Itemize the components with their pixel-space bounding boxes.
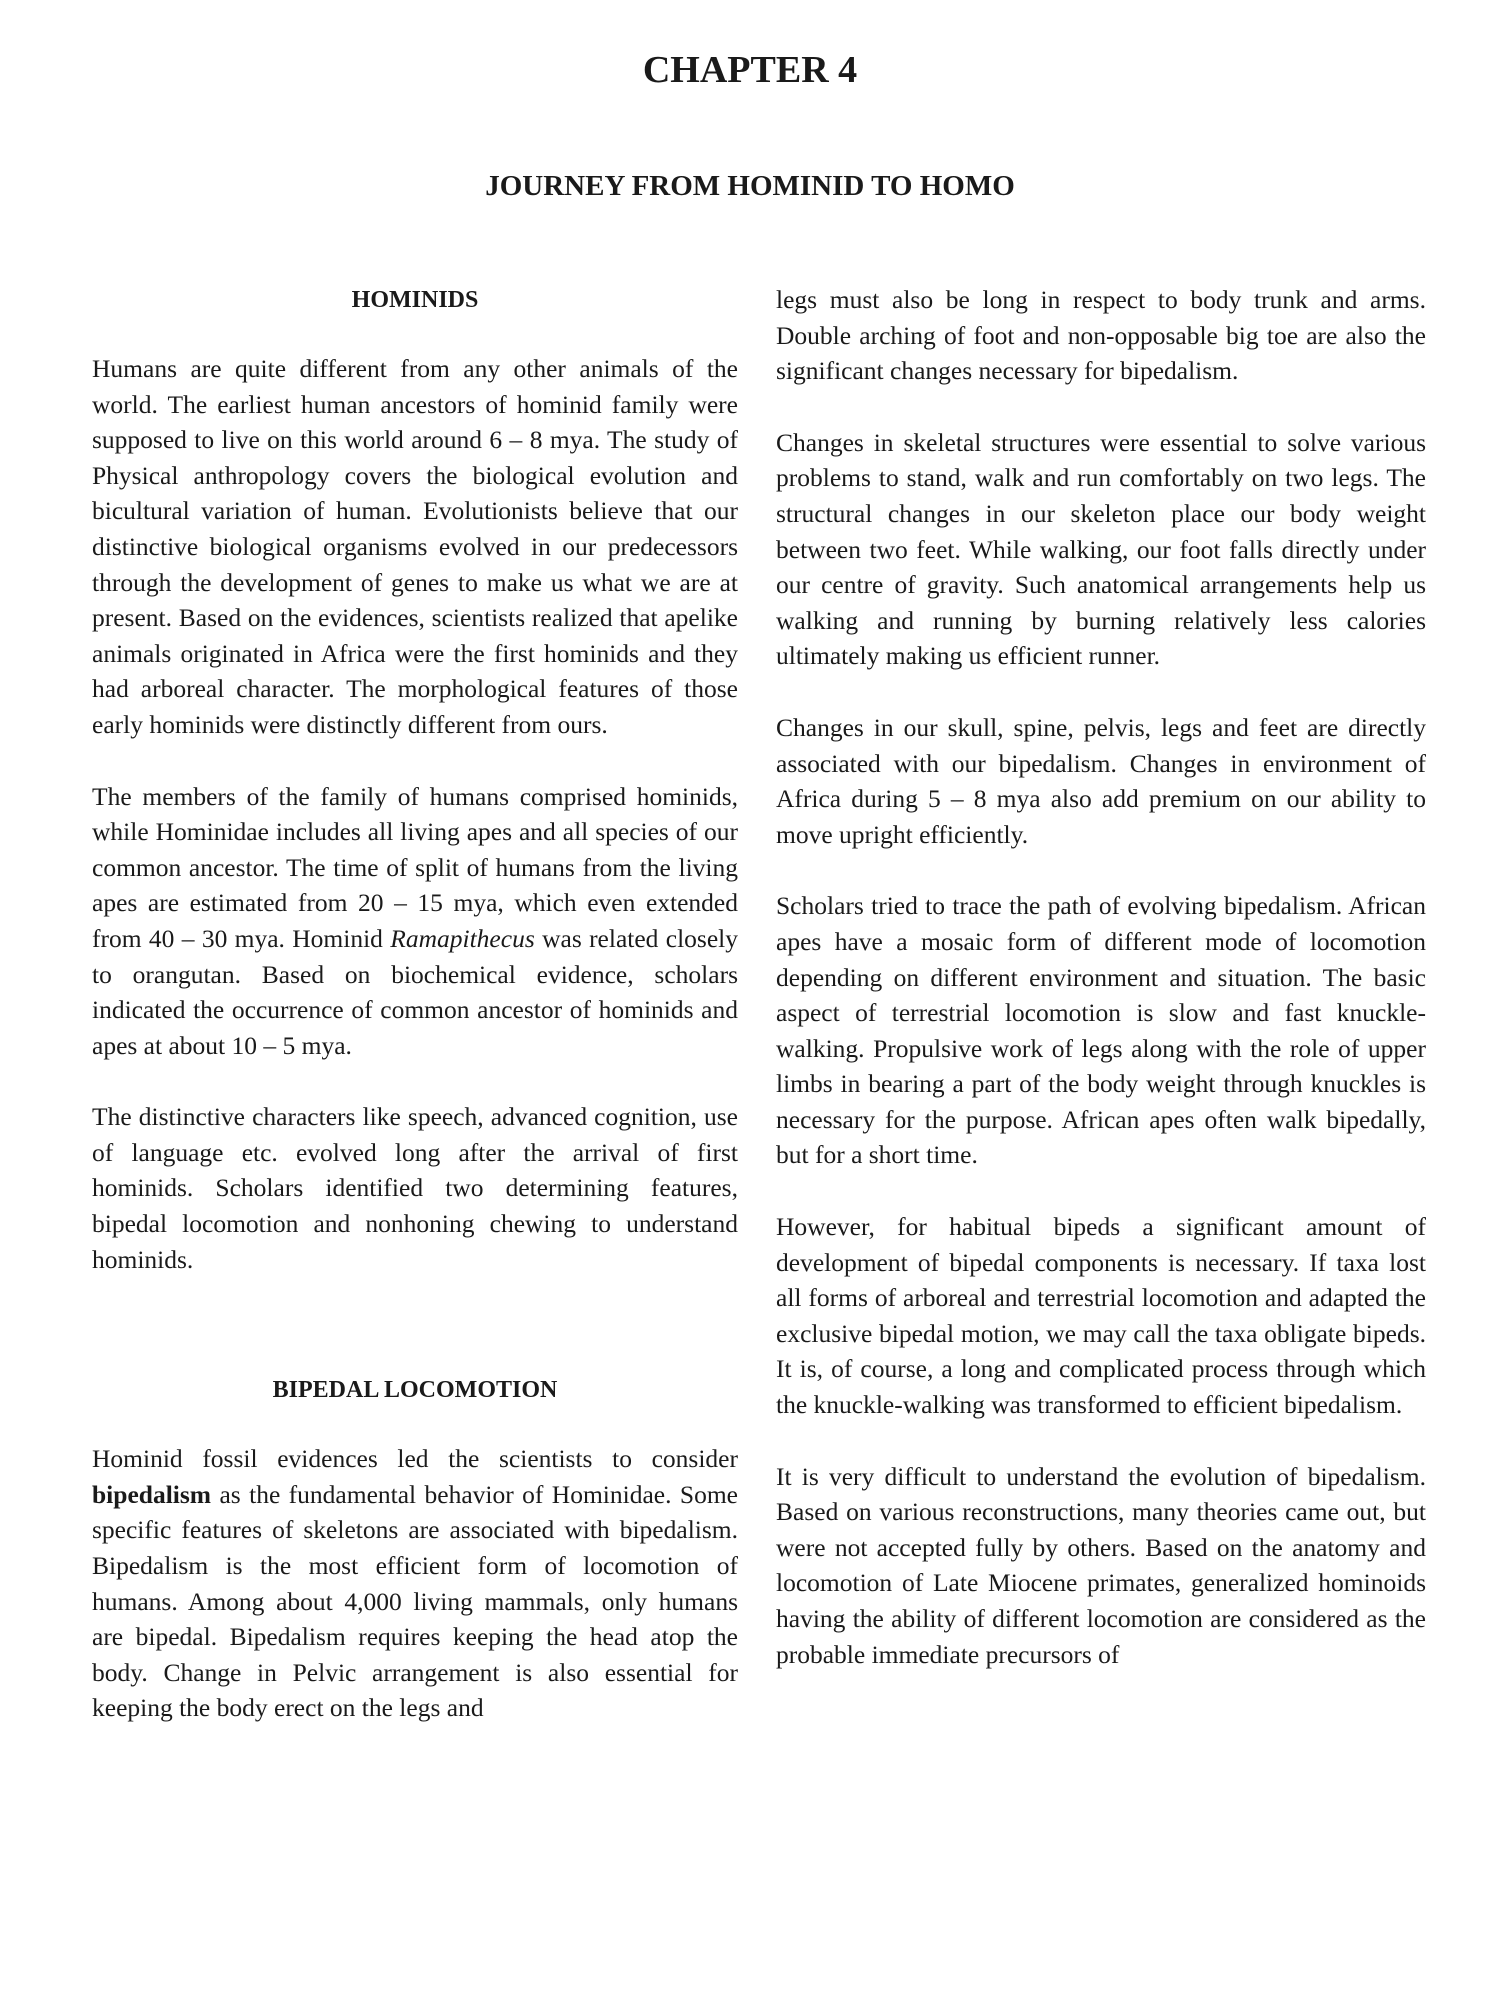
paragraph xyxy=(92,779,738,1064)
paragraph xyxy=(92,1441,738,1726)
genus-name-italic: Ramapithecus xyxy=(390,923,535,953)
left-column xyxy=(92,285,738,1726)
paragraph-text: was related closely to orangutan. Based on biochemical evidence, scholars indicated the occurrence of common ancestor of hominids and apes at about 10 – 5 mya. xyxy=(92,923,738,1060)
paragraph: Changes in skeletal structures were essential to solve various problems to stand, walk and run comfortably on two legs. The structural changes in our skeleton place our body weight between two feet. While walking, our foot falls directly under our centre of gravity. Such anatomical arrangements help us walking and running by burning relatively less calories ultimately making us efficient runner. xyxy=(776,427,1426,671)
paragraph: Scholars tried to trace the path of evolving bipedalism. African apes have a mosaic form of different mode of locomotion depending on different environment and situation. The basic aspect of terrestrial locomotion is slow and fast knuckle-walking. Propulsive work of legs along with the role of upper limbs in bearing a part of the body weight through knuckles is necessary for the purpose. African apes often walk bipedally, but for a short time. xyxy=(776,891,1426,1170)
paragraph: Humans are quite different from any other animals of the world. The earliest human ancestors of hominid family were supposed to live on this world around 6 – 8 mya. The study of Physical anthropology covers the biological evolution and bicultural variation of human. Evolutionists believe that our distinctive biological organisms evolved in our predecessors through the development of genes to make us what we are at present. Based on the evidences, scientists realized that apelike animals originated in Africa were the first hominids and they had arboreal character. The morphological features of those early hominids were distinctly different from ours. xyxy=(92,354,738,739)
paragraph-text: as the fundamental behavior of Hominidae. Some specific features of skeletons are associated with bipedalism. Bipedalism is the most efficient form of locomotion of humans. Among about 4,000 living mammals, only humans are bipedal. Bipedalism requires keeping the head atop the body. Change in Pelvic arrangement is also essential for keeping the body erect on the legs and xyxy=(92,1479,738,1723)
paragraph: The distinctive characters like speech, advanced cognition, use of language etc. evolved long after the arrival of first hominids. Scholars identified two determining features, bipedal locomotion and nonhoning chewing to understand hominids. xyxy=(92,1102,738,1274)
paragraph: However, for habitual bipeds a significant amount of development of bipedal components is necessary. If taxa lost all forms of arboreal and terrestrial locomotion and adapted the exclusive bipedal motion, we may call the taxa obligate bipeds. It is, of course, a long and complicated process through which the knuckle-walking was transformed to efficient bipedalism. xyxy=(776,1212,1426,1420)
paragraph-text: The members of the family of humans comprised hominids, while Hominidae includes all living apes and all species of our common ancestor. The time of split of humans from the living apes are estimated from 20 – 15 mya, which even extended from 40 – 30 mya. Hominid xyxy=(92,781,738,953)
section-spacer xyxy=(92,1277,738,1375)
section-heading-hominids: HOMINIDS xyxy=(351,287,479,313)
section-heading-bipedal-locomotion: BIPEDAL LOCOMOTION xyxy=(272,1377,558,1404)
paragraph: legs must also be long in respect to body trunk and arms. Double arching of foot and non-opposable big toe are also the significant changes necessary for bipedalism. xyxy=(776,285,1426,386)
keyword-bold: bipedalism xyxy=(92,1479,212,1509)
paragraph: It is very difficult to understand the evolution of bipedalism. Based on various reconstructions, many theories came out, but were not accepted fully by others. Based on the anatomy and locomotion of Late Miocene primates, generalized hominoids having the ability of different locomotion are considered as the probable immediate precursors of xyxy=(776,1461,1426,1669)
chapter-number: CHAPTER 4 xyxy=(642,49,858,91)
paragraph: Changes in our skull, spine, pelvis, legs and feet are directly associated with our bipedalism. Changes in environment of Africa during 5 – 8 mya also add premium on our ability to move upright efficiently. xyxy=(776,712,1426,849)
paragraph-text: Hominid fossil evidences led the scientists to consider xyxy=(92,1444,738,1474)
right-column xyxy=(776,282,1426,1672)
chapter-title: JOURNEY FROM HOMINID TO HOMO xyxy=(485,170,1015,202)
